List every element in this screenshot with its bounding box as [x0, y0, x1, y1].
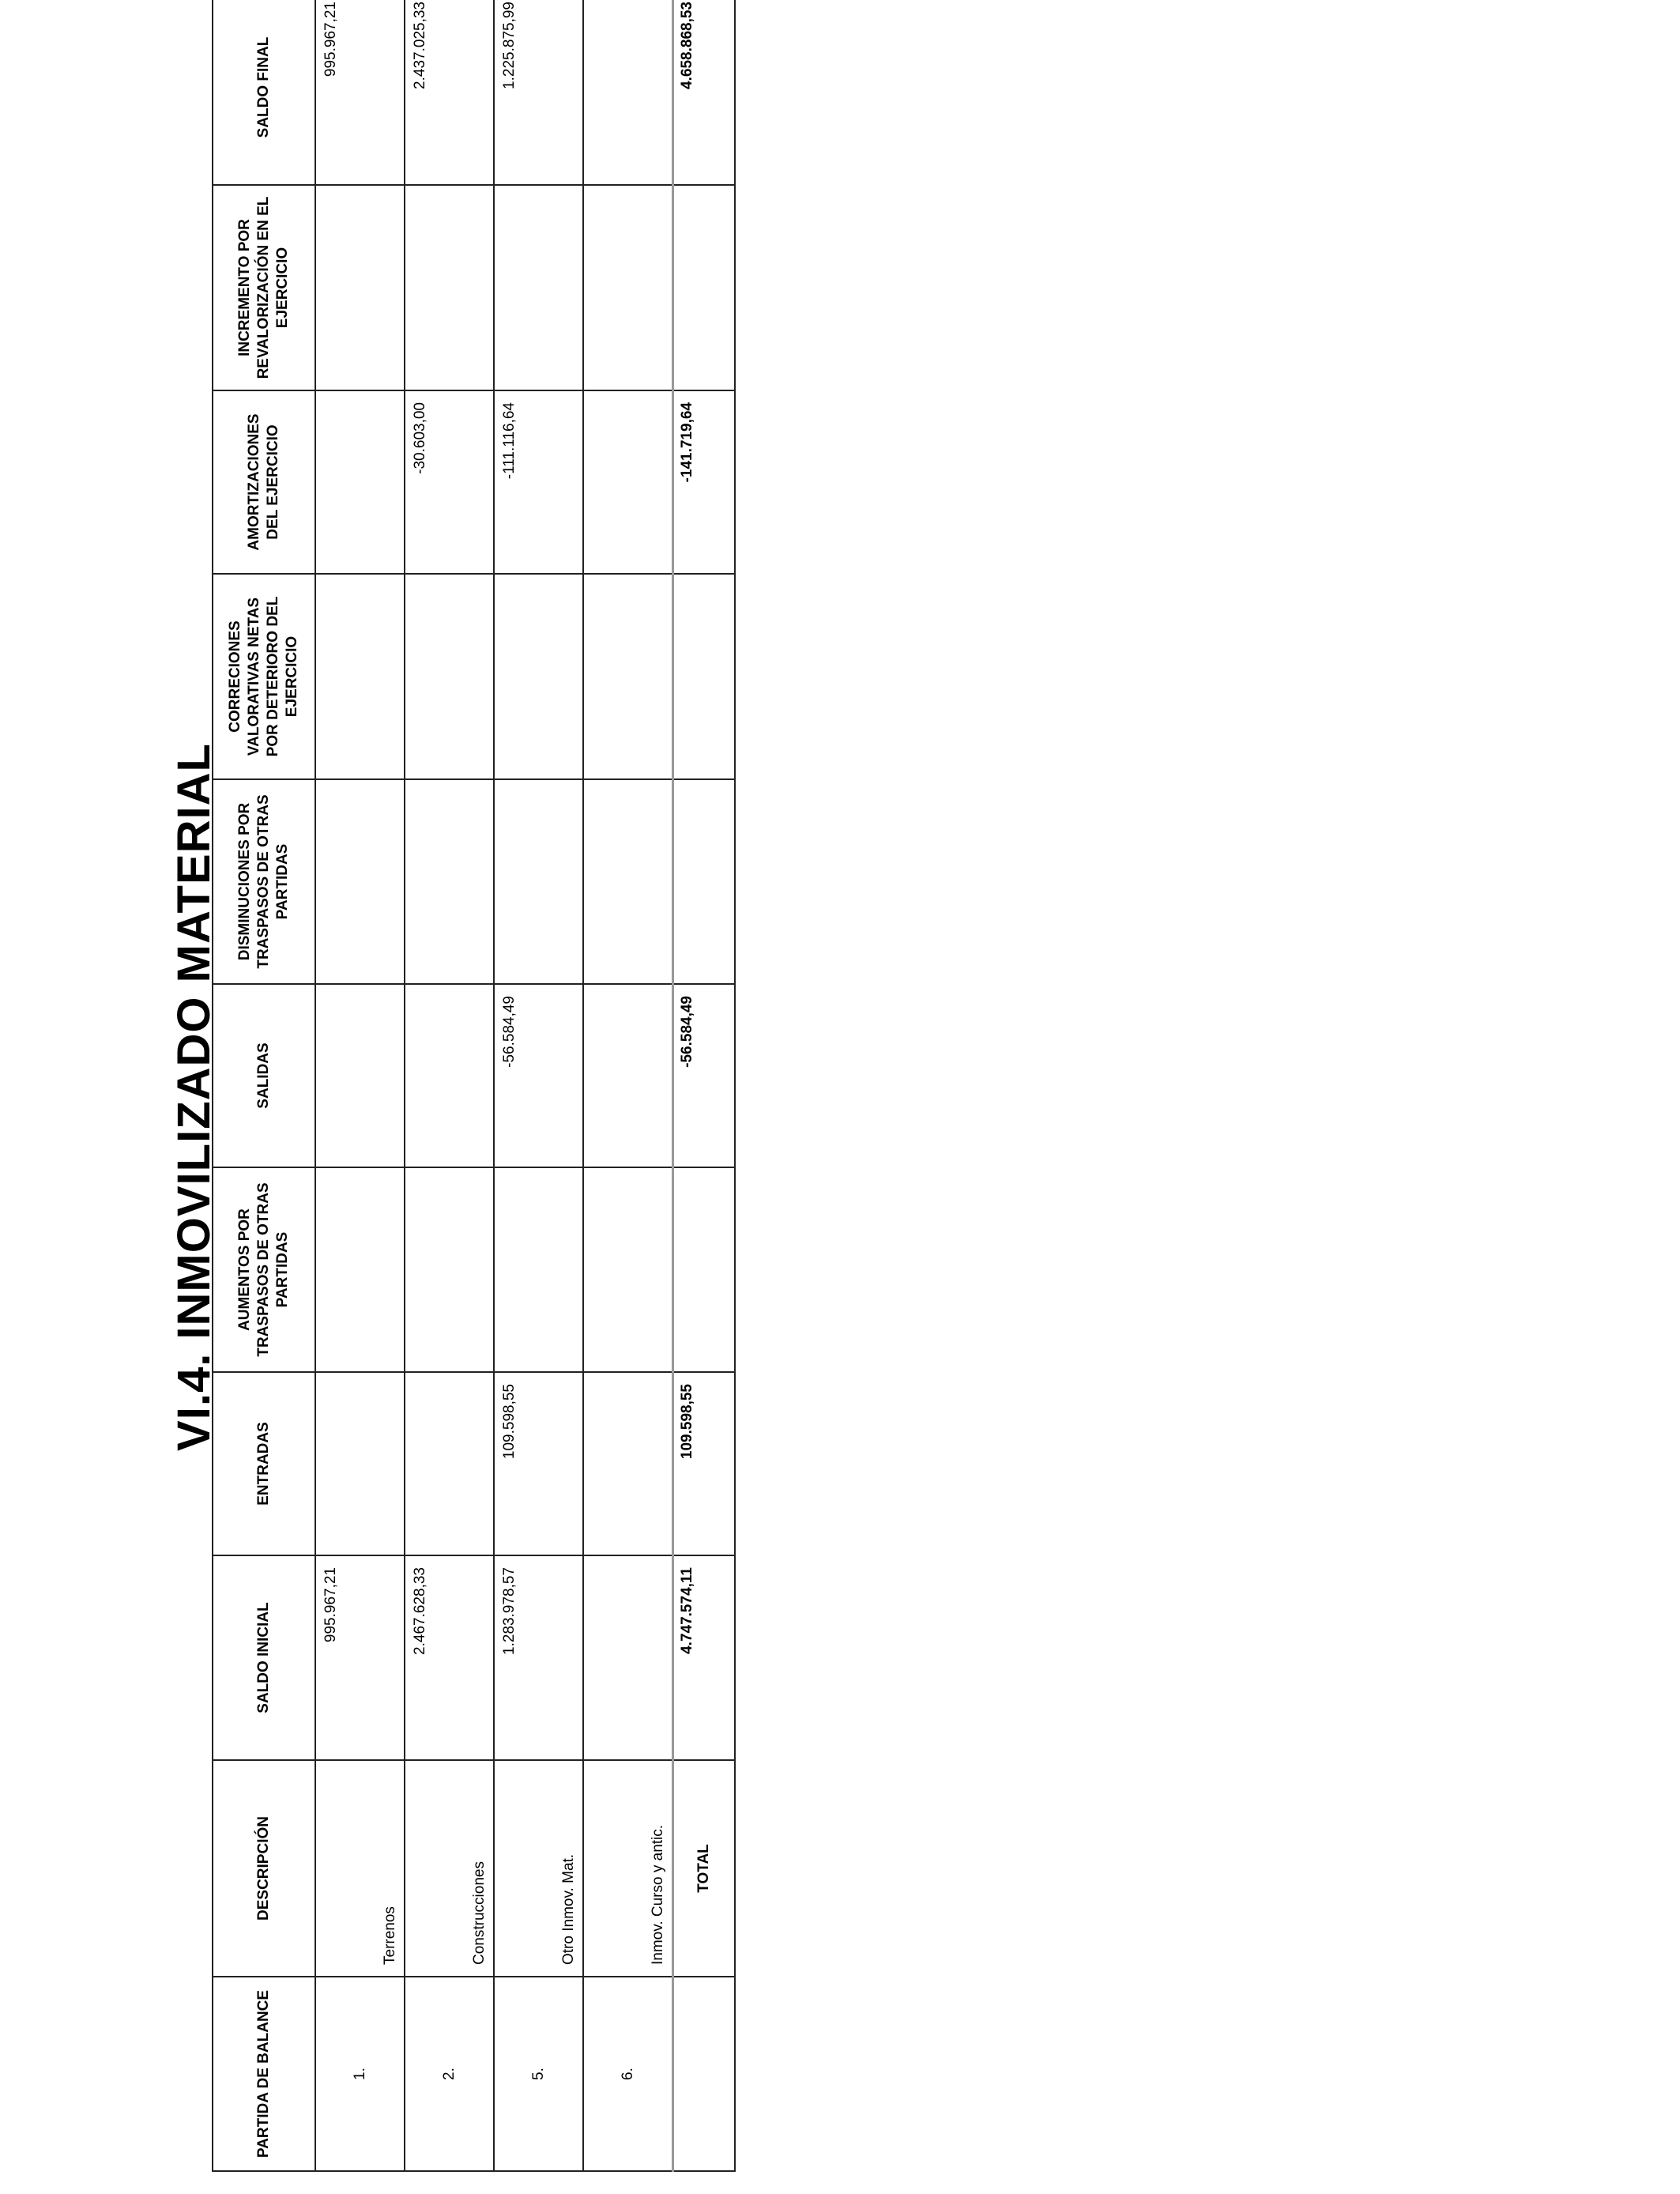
column-header: PARTIDA DE BALANCE — [213, 1977, 315, 2171]
total-label: TOTAL — [673, 1760, 736, 1977]
partida-cell: 5. — [494, 1977, 583, 2171]
salidas-cell — [583, 984, 673, 1167]
disminuciones-cell — [315, 779, 405, 984]
total-correcciones-cell — [673, 574, 736, 779]
entradas-cell — [405, 1372, 494, 1555]
amortizaciones-cell — [583, 390, 673, 574]
saldo-inicial-cell — [583, 1555, 673, 1760]
aumentos-cell — [494, 1167, 583, 1372]
incremento-cell — [494, 185, 583, 390]
column-header: AMORTIZACIONES DEL EJERCICIO — [213, 390, 315, 574]
incremento-cell — [315, 185, 405, 390]
aumentos-cell — [315, 1167, 405, 1372]
correcciones-cell — [405, 574, 494, 779]
table-row — [405, 0, 494, 2171]
total-salidas-cell: -56.584,49 — [673, 984, 736, 1167]
saldo-final-cell: 995.967,21 — [315, 0, 405, 185]
column-header: DISMINUCIONES POR TRASPASOS DE OTRAS PARTIDAS — [213, 779, 315, 984]
partida-cell: 6. — [583, 1977, 673, 2171]
column-header: CORRECIONES VALORATIVAS NETAS POR DETERIORO DEL EJERCICIO — [213, 574, 315, 779]
entradas-cell — [583, 1372, 673, 1555]
total-saldo-final-cell: 4.658.868,53 — [673, 0, 736, 185]
incremento-cell — [583, 185, 673, 390]
header-row — [213, 0, 315, 2171]
disminuciones-cell — [405, 779, 494, 984]
disminuciones-cell — [583, 779, 673, 984]
incremento-cell — [405, 185, 494, 390]
column-header: SALDO INICIAL — [213, 1555, 315, 1760]
column-header: SALDO FINAL — [213, 0, 315, 185]
partida-cell: 2. — [405, 1977, 494, 2171]
total-saldo-inicial-cell: 4.747.574,11 — [673, 1555, 736, 1760]
salidas-cell — [315, 984, 405, 1167]
salidas-cell — [405, 984, 494, 1167]
descripcion-cell: Otro Inmov. Mat. — [494, 1760, 583, 1977]
descripcion-cell: Terrenos — [315, 1760, 405, 1977]
column-header: ENTRADAS — [213, 1372, 315, 1555]
correcciones-cell — [583, 574, 673, 779]
asset-table — [212, 0, 736, 2172]
total-disminuciones-cell — [673, 779, 736, 984]
total-incremento-cell — [673, 185, 736, 390]
saldo-final-cell: 1.225.875,99 — [494, 0, 583, 185]
descripcion-cell: Construcciones — [405, 1760, 494, 1977]
table-row — [315, 0, 405, 2171]
total-entradas-cell: 109.598,55 — [673, 1372, 736, 1555]
partida-cell: 1. — [315, 1977, 405, 2171]
aumentos-cell — [405, 1167, 494, 1372]
aumentos-cell — [583, 1167, 673, 1372]
amortizaciones-cell — [315, 390, 405, 574]
amortizaciones-cell: -30.603,00 — [405, 390, 494, 574]
total-amortizaciones-cell: -141.719,64 — [673, 390, 736, 574]
column-header: INCREMENTO POR REVALORIZACIÓN EN EL EJERCICIO — [213, 185, 315, 390]
page-title: VI.4. INMOVILIZADO MATERIAL — [168, 743, 220, 1451]
table-row — [494, 0, 583, 2171]
disminuciones-cell — [494, 779, 583, 984]
salidas-cell: -56.584,49 — [494, 984, 583, 1167]
total-row — [673, 0, 736, 2171]
saldo-inicial-cell: 995.967,21 — [315, 1555, 405, 1760]
saldo-final-cell: 2.437.025,33 — [405, 0, 494, 185]
column-header: DESCRIPCIÓN — [213, 1760, 315, 1977]
table-row — [583, 0, 673, 2171]
descripcion-cell: Inmov. Curso y antic. — [583, 1760, 673, 1977]
correcciones-cell — [315, 574, 405, 779]
entradas-cell — [315, 1372, 405, 1555]
entradas-cell: 109.598,55 — [494, 1372, 583, 1555]
saldo-final-cell — [583, 0, 673, 185]
saldo-inicial-cell: 1.283.978,57 — [494, 1555, 583, 1760]
column-header: SALIDAS — [213, 984, 315, 1167]
correcciones-cell — [494, 574, 583, 779]
total-aumentos-cell — [673, 1167, 736, 1372]
amortizaciones-cell: -111.116,64 — [494, 390, 583, 574]
saldo-inicial-cell: 2.467.628,33 — [405, 1555, 494, 1760]
total-partida-cell — [673, 1977, 736, 2171]
column-header: AUMENTOS POR TRASPASOS DE OTRAS PARTIDAS — [213, 1167, 315, 1372]
document-page — [158, 0, 1680, 2194]
